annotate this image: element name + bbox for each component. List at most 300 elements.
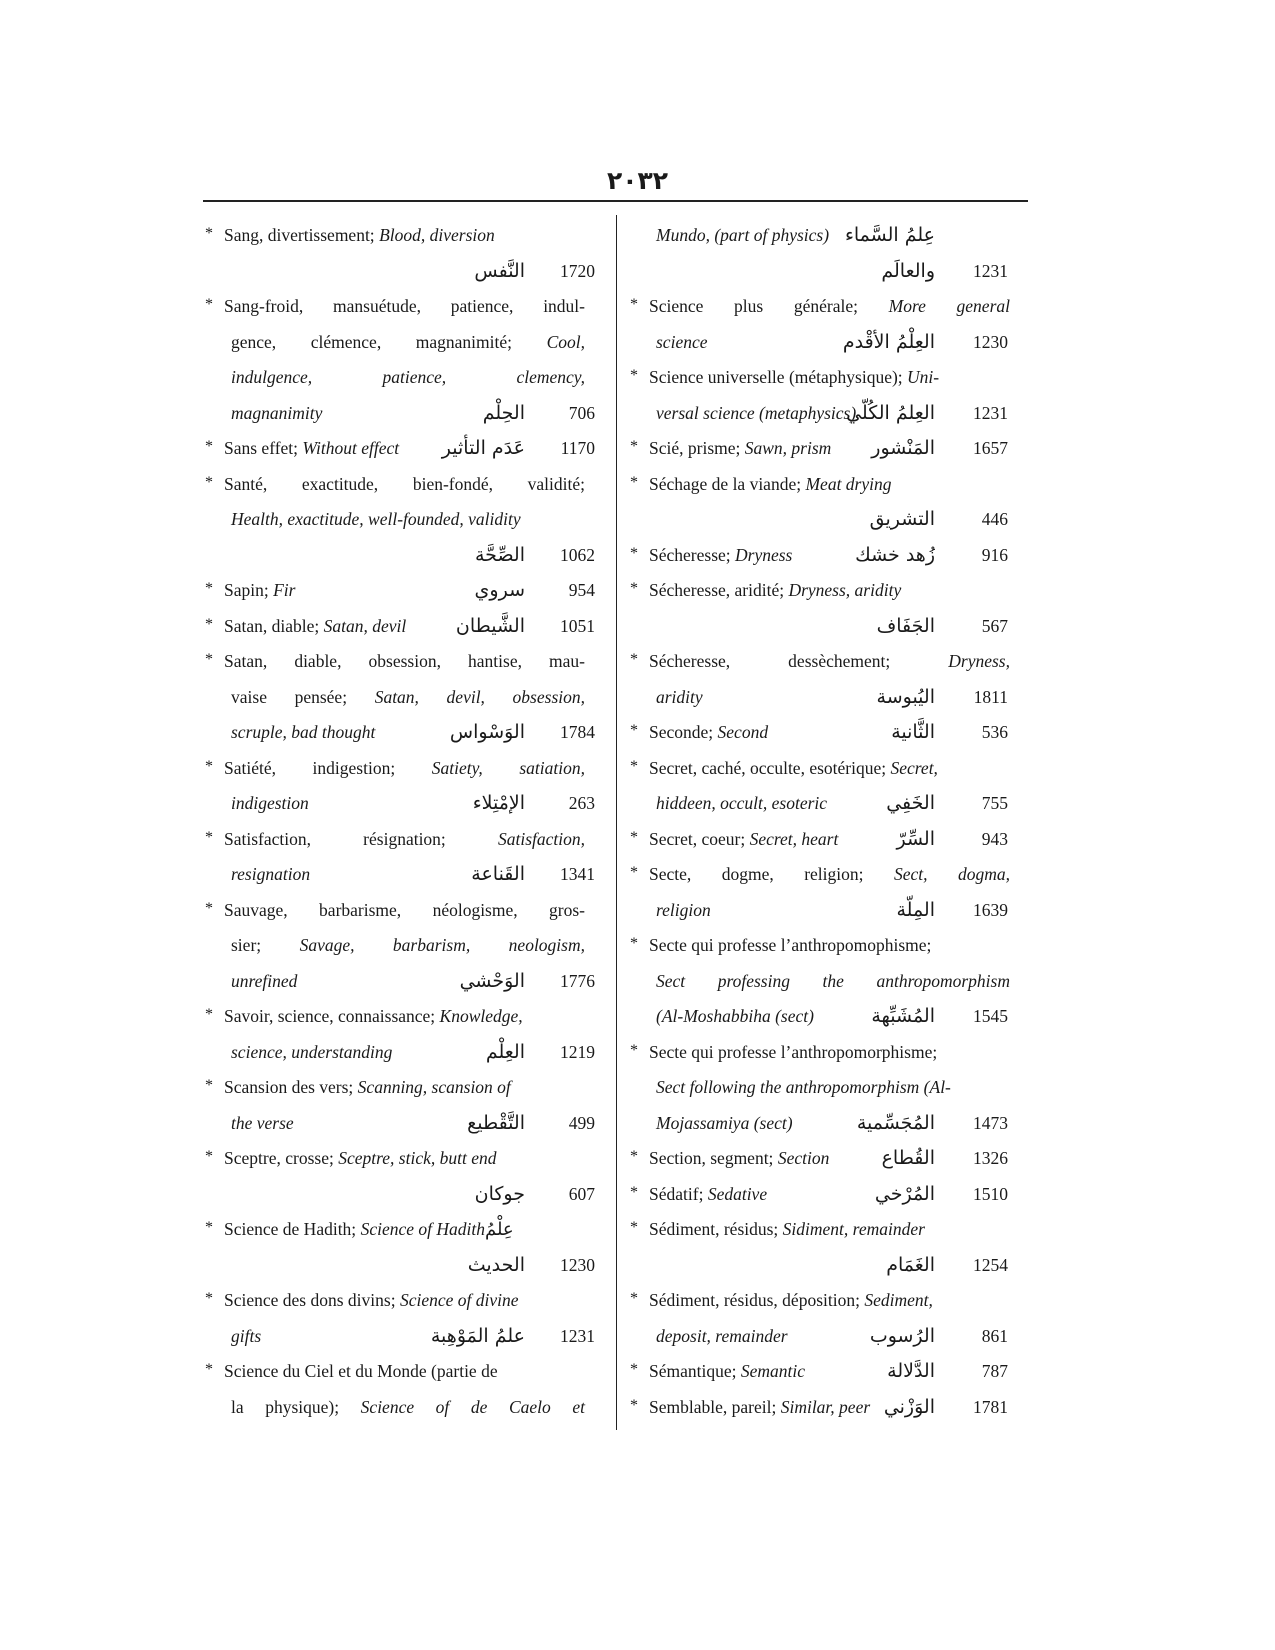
english-gloss: Sawn, prism <box>744 438 832 458</box>
entry-number: 1326 <box>973 1148 1008 1168</box>
arabic-term: الوَزْني <box>883 1395 935 1418</box>
entry-number: 943 <box>981 828 1008 849</box>
entry-line <box>630 1390 1030 1426</box>
entry-line <box>205 1283 605 1319</box>
entry-number: 1510 <box>973 1183 1008 1204</box>
arabic-term: المِلّة <box>896 898 935 921</box>
arabic-term: العِلمُ الكُلّي <box>846 401 935 424</box>
entry-line <box>205 751 605 787</box>
entry-number: 1473 <box>973 1112 1008 1133</box>
entry-number: 1231 <box>973 402 1008 423</box>
entry-line <box>630 325 1030 361</box>
entry-line <box>630 1035 1030 1071</box>
entry-number: 1639 <box>973 899 1008 920</box>
entry-bullet-icon: * <box>205 828 213 846</box>
english-gloss: Satisfaction, <box>497 828 585 849</box>
entry-bullet-icon: * <box>205 899 213 917</box>
arabic-term: المُجَسِّمية <box>856 1111 935 1134</box>
entry-line <box>630 644 1030 680</box>
entry-bullet-icon: * <box>630 473 638 491</box>
english-gloss: Sedative <box>707 1183 768 1204</box>
entry-line <box>205 218 605 254</box>
entry-line <box>630 431 1030 467</box>
entry-line <box>630 1248 1030 1284</box>
english-gloss: Second <box>717 722 769 742</box>
french-term: Secret, caché, occulte, esotérique; <box>649 757 891 778</box>
french-term: Seconde; <box>649 722 718 742</box>
entry-number: 1811 <box>973 686 1008 707</box>
entry-bullet-icon: * <box>630 722 638 739</box>
arabic-term: العِلْمُ الأقْدم <box>842 330 935 353</box>
entry-bullet-icon: * <box>205 1077 213 1094</box>
entry-line <box>205 396 605 432</box>
english-gloss: magnanimity <box>231 402 323 423</box>
page-number: ٢٠٣٢ <box>606 166 669 195</box>
english-gloss: Uni- <box>907 367 940 387</box>
arabic-term: القُطاع <box>881 1147 935 1169</box>
entry-number: 1776 <box>560 970 595 991</box>
arabic-term: الثَّانية <box>891 721 935 743</box>
entry-line <box>630 751 1030 787</box>
entry-line <box>205 715 605 751</box>
english-gloss: indigestion <box>231 793 309 813</box>
entry-text <box>224 751 585 787</box>
entry-number: 446 <box>981 509 1008 529</box>
entry-line <box>630 857 1030 893</box>
entry-bullet-icon: * <box>205 1219 213 1236</box>
entry-text <box>656 325 708 361</box>
entry-line <box>630 396 1030 432</box>
entry-text <box>656 396 856 432</box>
entry-number: 499 <box>568 1112 595 1133</box>
entry-number: 1657 <box>973 438 1008 458</box>
entry-line <box>205 1354 605 1390</box>
entry-text <box>656 893 711 929</box>
entry-bullet-icon: * <box>630 757 638 775</box>
entry-bullet-icon: * <box>205 473 213 491</box>
entry-text <box>231 928 585 964</box>
entry-text <box>231 1035 392 1071</box>
french-term: vaise pensée; <box>231 686 375 707</box>
arabic-term: الإمْتِلاء <box>472 792 525 814</box>
entry-bullet-icon: * <box>205 757 213 775</box>
entry-text <box>649 360 939 396</box>
english-gloss: Similar, peer <box>780 1396 871 1417</box>
french-term: Sauvage, barbarisme, néologisme, gros- <box>224 899 585 920</box>
entry-text <box>649 1390 870 1426</box>
arabic-term: الدَّلالة <box>887 1360 935 1382</box>
entry-text <box>224 1283 519 1319</box>
entry-bullet-icon: * <box>630 651 638 668</box>
entry-line <box>630 1070 1030 1106</box>
french-term: sier; <box>231 935 300 955</box>
entry-line <box>205 857 605 893</box>
english-gloss: religion <box>656 899 711 920</box>
arabic-term: الرُسوب <box>869 1324 935 1347</box>
entry-bullet-icon: * <box>630 1396 638 1414</box>
entry-text <box>231 502 521 538</box>
entry-bullet-icon: * <box>205 1148 213 1165</box>
english-gloss: Meat drying <box>805 473 892 494</box>
french-term: la physique); <box>231 1396 361 1417</box>
entry-line <box>205 1212 605 1248</box>
french-term: Sans effet; <box>224 438 303 458</box>
english-gloss: More general <box>888 296 1010 316</box>
entry-line <box>205 467 605 503</box>
english-gloss: Secret, heart <box>749 828 839 849</box>
column-divider <box>616 215 617 1430</box>
entry-text <box>649 1035 937 1071</box>
entry-bullet-icon: * <box>630 1041 638 1059</box>
entry-line <box>205 680 605 716</box>
entry-text <box>231 1319 261 1355</box>
entry-line <box>205 822 605 858</box>
english-gloss: Science of Hadith <box>360 1219 485 1239</box>
english-gloss: scruple, bad thought <box>231 722 376 742</box>
entry-bullet-icon: * <box>205 615 213 633</box>
entry-text <box>649 1212 925 1248</box>
arabic-term: التَّقْطيع <box>467 1111 525 1134</box>
entry-line <box>630 680 1030 716</box>
english-gloss: Satan, devil <box>323 615 407 636</box>
arabic-term: الشَّيطان <box>455 614 525 637</box>
entry-text <box>649 715 768 751</box>
entry-line <box>205 538 605 574</box>
entry-bullet-icon: * <box>630 1148 638 1165</box>
french-term: Scansion des vers; <box>224 1077 358 1097</box>
entry-number: 706 <box>568 402 595 423</box>
entry-line <box>205 325 605 361</box>
entry-text <box>224 467 585 503</box>
entry-bullet-icon: * <box>630 367 638 384</box>
english-gloss: aridity <box>656 686 703 707</box>
french-term: Satiété, indigestion; <box>224 757 432 778</box>
french-term: Sapin; <box>224 580 274 600</box>
entry-text <box>649 538 792 574</box>
entry-line <box>630 1283 1030 1319</box>
entry-text <box>649 751 938 787</box>
english-gloss: Satan, devil, obsession, <box>374 686 585 707</box>
entry-line <box>630 1141 1030 1177</box>
entry-text <box>231 715 375 751</box>
entry-line <box>205 999 605 1035</box>
entry-number: 1341 <box>560 864 595 884</box>
entry-line <box>205 1141 605 1177</box>
entry-text <box>649 644 1010 680</box>
french-term: Semblable, pareil; <box>649 1396 781 1417</box>
entry-text <box>656 786 827 822</box>
entry-line <box>205 1248 605 1284</box>
entry-number: 1062 <box>560 544 595 565</box>
english-gloss: Scanning, scansion of <box>357 1077 511 1097</box>
arabic-term: والعالَم <box>881 259 935 282</box>
entry-text <box>656 1070 951 1106</box>
entry-text <box>649 431 831 467</box>
arabic-term: عَدَم التأثير <box>441 437 525 459</box>
entry-line <box>205 1106 605 1142</box>
entry-text <box>649 822 838 858</box>
entry-bullet-icon: * <box>205 1361 213 1378</box>
entry-line <box>205 609 605 645</box>
entry-line <box>205 893 605 929</box>
entry-line <box>630 254 1030 290</box>
english-gloss: science <box>656 331 708 352</box>
entry-bullet-icon: * <box>630 864 638 881</box>
french-term: Sédiment, résidus, déposition; <box>649 1290 865 1310</box>
entry-text <box>231 396 322 432</box>
arabic-term: الحِلْم <box>482 401 525 424</box>
english-gloss: Dryness, aridity <box>788 580 902 600</box>
entry-line <box>630 1212 1030 1248</box>
english-gloss: Mundo, (part of physics) <box>656 225 830 245</box>
entry-text <box>224 644 585 680</box>
entry-text <box>656 999 814 1035</box>
entry-line <box>205 502 605 538</box>
english-gloss: Semantic <box>740 1361 806 1381</box>
english-gloss: resignation <box>231 864 311 884</box>
english-gloss: Science of divine <box>399 1290 519 1310</box>
arabic-term: سروي <box>474 579 525 601</box>
entry-number: 607 <box>568 1183 595 1204</box>
english-gloss: Savage, barbarism, neologism, <box>299 935 585 955</box>
arabic-term: العِلْم <box>485 1040 525 1063</box>
arabic-term: المُشَبِّهة <box>871 1005 935 1027</box>
arabic-term: الصِّحَّة <box>475 543 525 566</box>
entry-text <box>224 1141 496 1177</box>
entry-text <box>656 964 1010 1000</box>
entry-line <box>630 360 1030 396</box>
entry-line <box>205 360 605 396</box>
english-gloss: Sediment, <box>864 1290 933 1310</box>
entry-text <box>231 786 309 822</box>
entry-bullet-icon: * <box>630 1219 638 1236</box>
entry-number: 1254 <box>973 1254 1008 1275</box>
french-term: Santé, exactitude, bien-fondé, validité; <box>224 473 585 494</box>
entry-bullet-icon: * <box>205 651 213 668</box>
arabic-term: الوَسْواس <box>449 721 525 743</box>
english-gloss: the verse <box>231 1112 294 1133</box>
english-gloss: Fir <box>273 580 296 600</box>
french-term: Secte, dogme, religion; <box>649 864 894 884</box>
entry-bullet-icon: * <box>630 1290 638 1307</box>
entry-number: 567 <box>981 615 1008 636</box>
entry-number: 1231 <box>973 260 1008 281</box>
entry-text <box>649 1141 829 1177</box>
entry-bullet-icon: * <box>205 225 213 242</box>
french-term: Secret, coeur; <box>649 828 750 849</box>
entry-line <box>205 573 605 609</box>
entry-bullet-icon: * <box>630 296 638 313</box>
arabic-term: جوكان <box>474 1182 525 1205</box>
french-term: Sang-froid, mansuétude, patience, indul- <box>224 296 585 316</box>
entry-number: 1219 <box>560 1041 595 1062</box>
arabic-term: المَنْشور <box>871 437 935 459</box>
entry-bullet-icon: * <box>630 580 638 597</box>
entry-number: 787 <box>981 1361 1008 1381</box>
entry-bullet-icon: * <box>630 544 638 562</box>
arabic-term: زُهد خشك <box>855 543 935 566</box>
entry-text <box>224 289 585 325</box>
english-gloss: Mojassamiya (sect) <box>656 1112 793 1133</box>
entry-line <box>630 999 1030 1035</box>
entry-line <box>630 609 1030 645</box>
entry-text <box>224 893 585 929</box>
english-gloss: Dryness, <box>948 651 1010 671</box>
entry-text <box>649 1354 805 1390</box>
entry-line <box>630 502 1030 538</box>
entry-number: 1781 <box>973 1396 1008 1417</box>
entry-line <box>205 1319 605 1355</box>
entry-text <box>224 573 295 609</box>
arabic-term: الوَحْشي <box>459 969 525 992</box>
entry-text <box>224 609 406 645</box>
english-gloss: Knowledge, <box>439 1006 523 1026</box>
english-gloss: indulgence, patience, clemency, <box>231 367 585 387</box>
arabic-term: الخَفِي <box>886 792 935 814</box>
entry-number: 1170 <box>560 438 595 458</box>
entry-bullet-icon: * <box>630 1361 638 1378</box>
entry-bullet-icon: * <box>630 1183 638 1201</box>
entry-text <box>649 857 1010 893</box>
english-gloss: Sect professing the anthropomorphism <box>656 970 1010 991</box>
arabic-term: الجَفَاف <box>876 614 935 637</box>
entry-number: 263 <box>568 793 595 813</box>
arabic-term: علمُ المَوْهِبة <box>430 1324 525 1347</box>
entry-text <box>656 1106 793 1142</box>
arabic-term: السِّرّ <box>896 827 935 850</box>
entry-text <box>656 218 829 254</box>
entry-text <box>224 1354 498 1390</box>
entry-text <box>224 1212 514 1248</box>
entry-bullet-icon: * <box>205 438 213 455</box>
entry-text <box>231 360 585 396</box>
english-gloss: Cool, <box>546 331 585 352</box>
entry-number: 861 <box>981 1325 1008 1346</box>
french-term: Science plus générale; <box>649 296 889 316</box>
entry-line <box>630 289 1030 325</box>
entry-line <box>630 1319 1030 1355</box>
entry-number: 536 <box>981 722 1008 742</box>
entry-text <box>231 1106 294 1142</box>
english-gloss: (Al-Moshabbiha (sect) <box>656 1006 814 1026</box>
french-term: Séchage de la viande; <box>649 473 806 494</box>
english-gloss: deposit, remainder <box>656 1325 788 1346</box>
english-gloss: Science of de Caelo et <box>360 1396 585 1417</box>
entry-line <box>630 786 1030 822</box>
entry-text <box>649 1177 767 1213</box>
english-gloss: Without effect <box>302 438 400 458</box>
entry-bullet-icon: * <box>630 935 638 952</box>
entry-text <box>224 431 399 467</box>
entry-number: 954 <box>568 580 595 600</box>
entry-text <box>224 1070 511 1106</box>
arabic-term: الحديث <box>467 1253 525 1276</box>
entry-line <box>630 1106 1030 1142</box>
entry-text <box>656 680 703 716</box>
entry-bullet-icon: * <box>205 1006 213 1023</box>
entry-line <box>205 644 605 680</box>
arabic-term: عِلمُ السَّماء <box>844 224 935 246</box>
french-term: Satisfaction, résignation; <box>224 828 498 849</box>
french-term: Science de Hadith; <box>224 1219 361 1239</box>
english-gloss: versal science (metaphysics) <box>656 402 857 423</box>
entry-line <box>205 289 605 325</box>
french-term: Secte qui professe l’anthropomorphisme; <box>649 1041 938 1062</box>
french-term: Savoir, science, connaissance; <box>224 1006 440 1026</box>
arabic-term: التشريق <box>869 508 935 530</box>
entry-bullet-icon: * <box>205 296 213 313</box>
arabic-term: الغَمَام <box>886 1253 935 1276</box>
french-term: Science du Ciel et du Monde (partie de <box>224 1361 498 1381</box>
entry-line <box>630 1177 1030 1213</box>
arabic-fragment: عِلْمُ <box>484 1219 514 1240</box>
english-gloss: unrefined <box>231 970 298 991</box>
french-term: Sécheresse, dessèchement; <box>649 651 949 671</box>
entry-number: 1784 <box>560 722 595 742</box>
right-column <box>630 218 1030 1425</box>
english-gloss: Blood, diversion <box>379 225 495 245</box>
entry-text <box>649 1283 933 1319</box>
entry-number: 1720 <box>560 260 595 281</box>
entry-line <box>630 893 1030 929</box>
entry-bullet-icon: * <box>630 438 638 455</box>
english-gloss: Dryness <box>735 544 793 565</box>
entry-bullet-icon: * <box>205 580 213 597</box>
english-gloss: science, understanding <box>231 1041 393 1062</box>
entry-number: 1230 <box>973 331 1008 352</box>
entry-text <box>231 680 585 716</box>
entry-line <box>205 928 605 964</box>
entry-line <box>630 964 1030 1000</box>
entry-line <box>205 1177 605 1213</box>
entry-number: 1051 <box>560 615 595 636</box>
english-gloss: Sceptre, stick, butt end <box>338 1148 497 1168</box>
english-gloss: Sect following the anthropomorphism (Al- <box>656 1077 951 1097</box>
entry-text <box>649 928 931 964</box>
entry-line <box>205 254 605 290</box>
french-term: Science des dons divins; <box>224 1290 400 1310</box>
entry-line <box>630 1354 1030 1390</box>
french-term: Satan, diable; <box>224 615 324 636</box>
french-term: Satan, diable, obsession, hantise, mau- <box>224 651 585 671</box>
entry-line <box>205 1070 605 1106</box>
entry-text <box>231 857 310 893</box>
french-term: Science universelle (métaphysique); <box>649 367 908 387</box>
entry-number: 1230 <box>560 1254 595 1275</box>
entry-text <box>649 467 892 503</box>
entry-line <box>205 1035 605 1071</box>
entry-line <box>630 538 1030 574</box>
left-column <box>205 218 605 1425</box>
french-term: Section, segment; <box>649 1148 778 1168</box>
french-term: Sang, divertissement; <box>224 225 380 245</box>
french-term: Sédatif; <box>649 1183 708 1204</box>
entry-line <box>205 1390 605 1426</box>
entry-line <box>205 786 605 822</box>
entry-number: 1231 <box>560 1325 595 1346</box>
entry-text <box>231 964 297 1000</box>
entry-text <box>224 999 523 1035</box>
entry-text <box>231 1390 585 1426</box>
entry-line <box>630 715 1030 751</box>
entry-bullet-icon: * <box>205 1290 213 1307</box>
english-gloss: Health, exactitude, well-founded, validity <box>231 509 521 529</box>
entry-line <box>630 928 1030 964</box>
entry-line <box>630 822 1030 858</box>
english-gloss: gifts <box>231 1325 262 1346</box>
entry-line <box>205 431 605 467</box>
arabic-term: القَناعة <box>471 863 525 885</box>
